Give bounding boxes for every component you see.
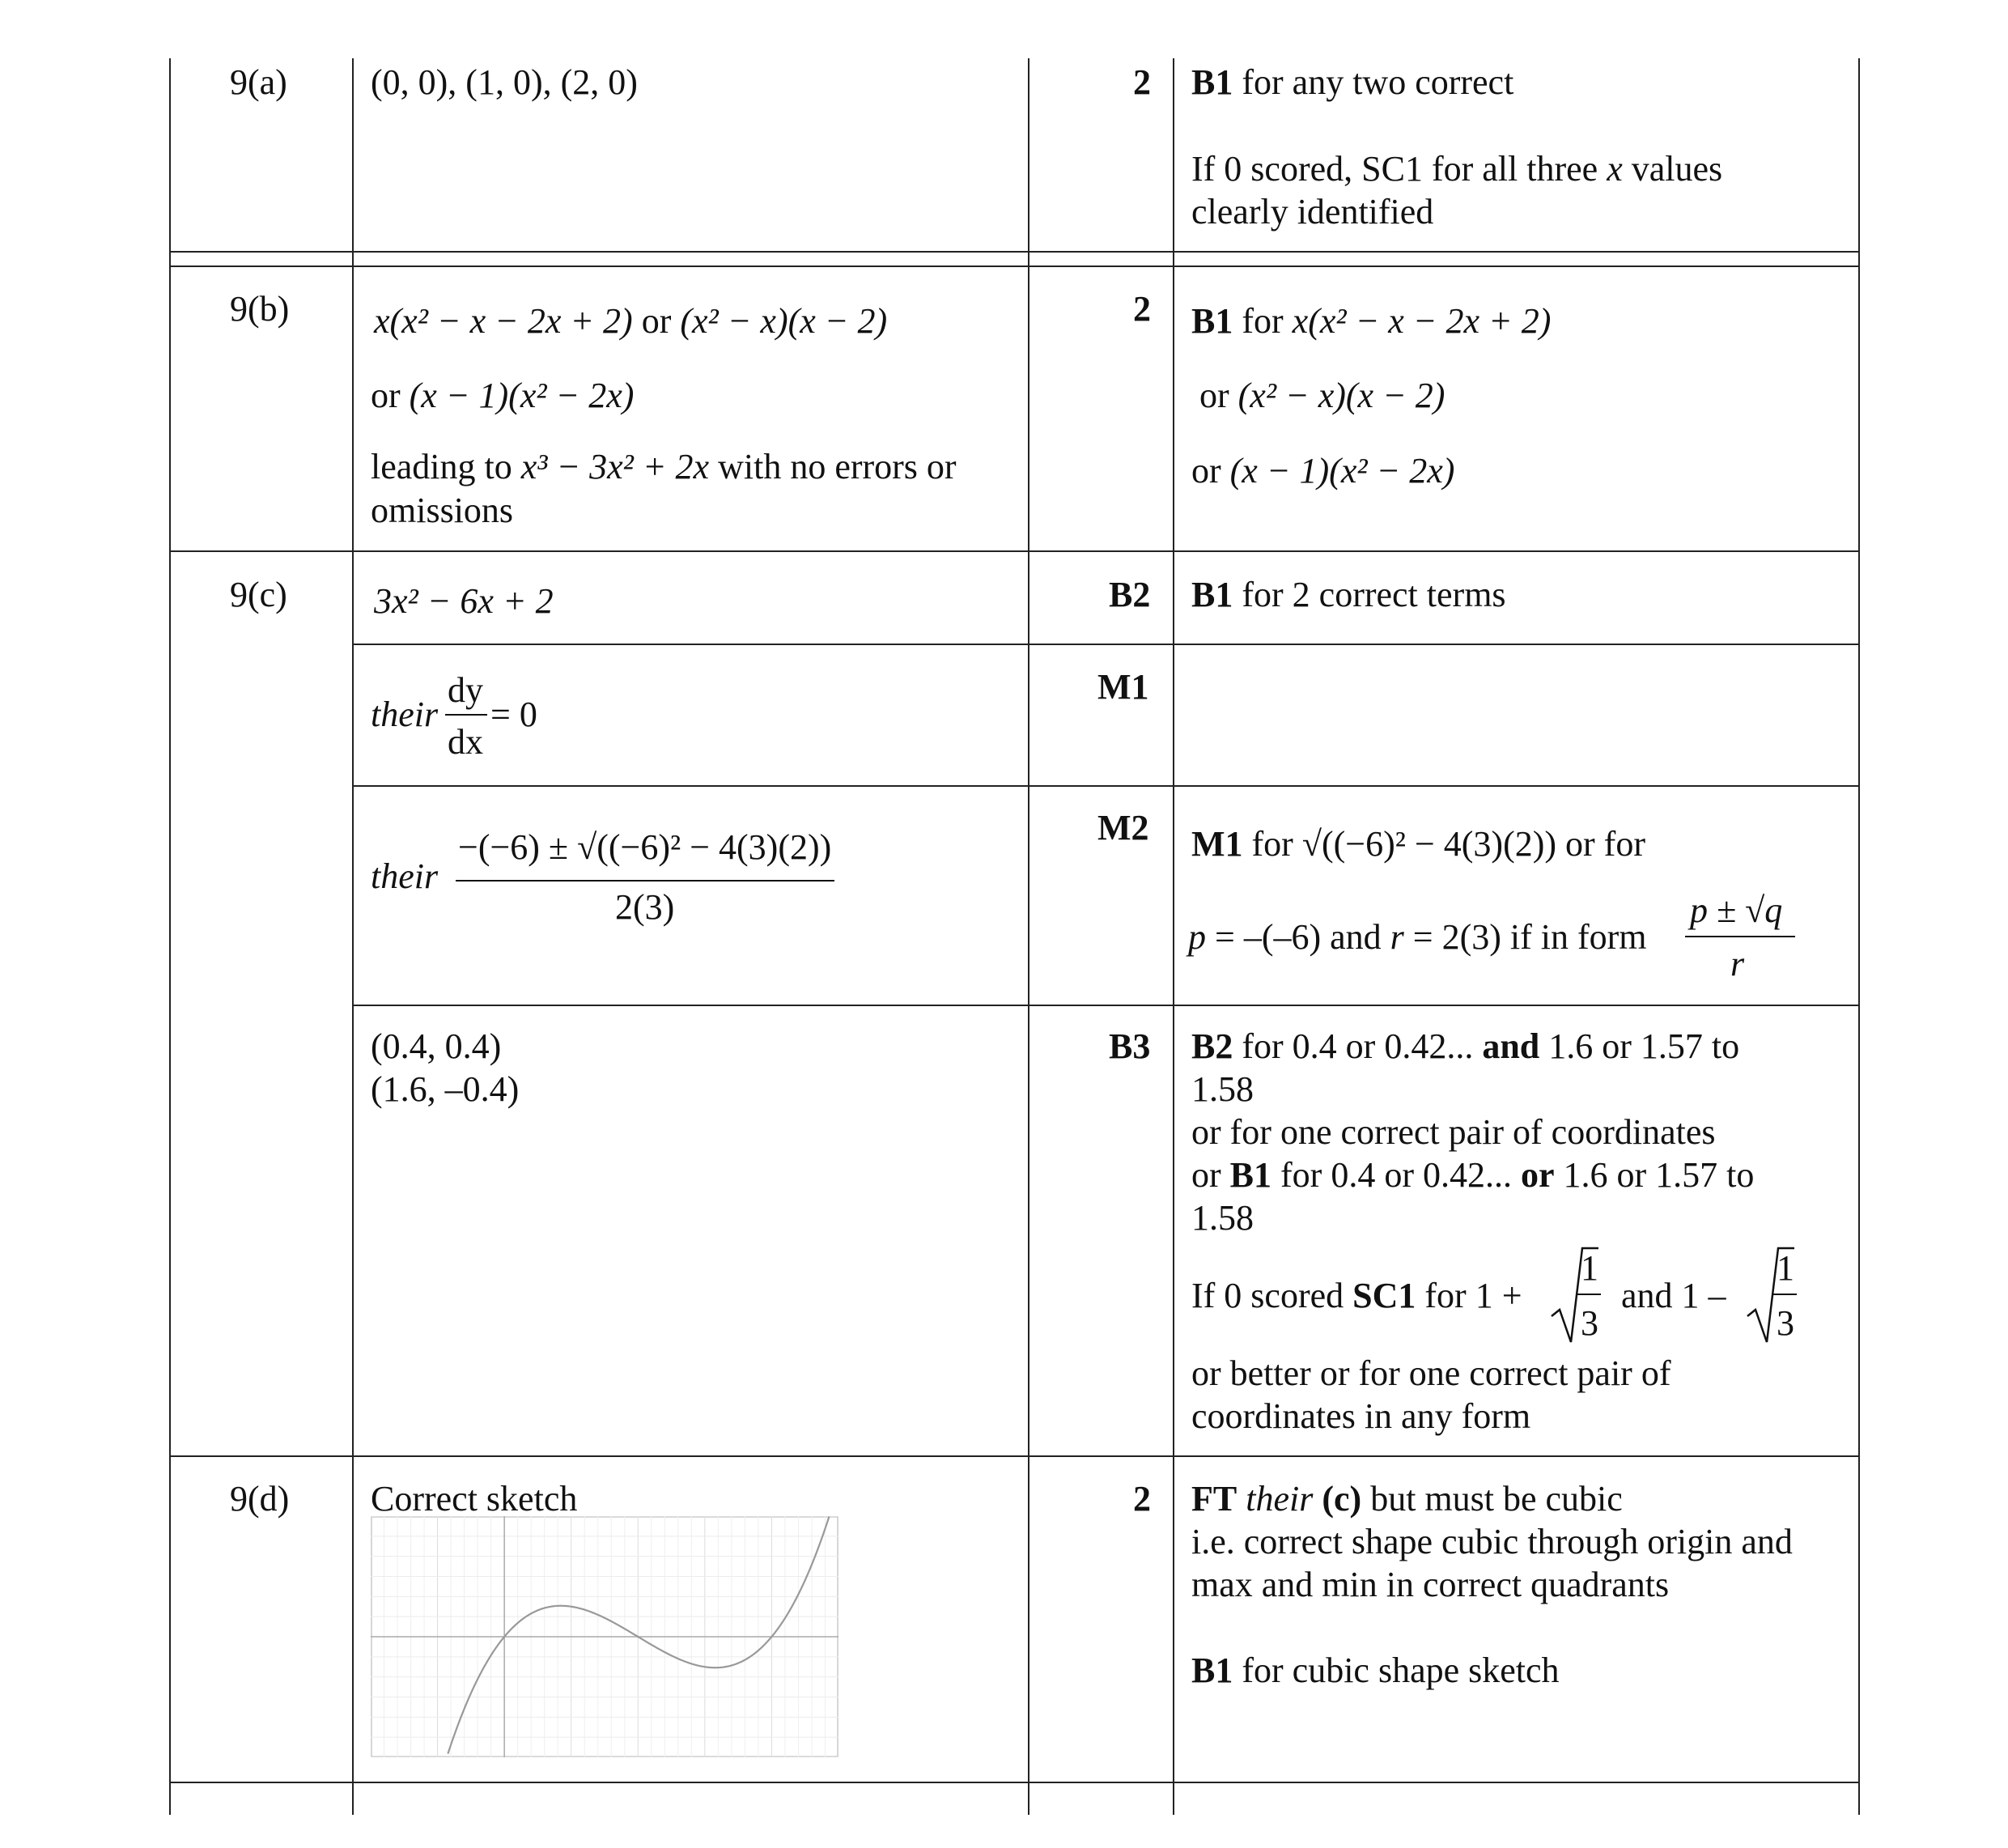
expr: (x² − x)(x − 2) xyxy=(1237,376,1446,415)
quadratic-numerator: −(−6) ± √((−6)² − 4(3)(2)) xyxy=(458,827,832,867)
guidance-9c-4-line8: coordinates in any form xyxy=(1191,1396,1531,1436)
or-word: or xyxy=(1191,451,1221,491)
text: with no errors or xyxy=(718,447,957,486)
guidance-9c-4-line6 xyxy=(1191,1274,1522,1317)
text: = 2(3) if in form xyxy=(1403,917,1647,957)
sqrt-frac-bar xyxy=(1577,1294,1601,1295)
b1-mark: B1 xyxy=(1191,1650,1233,1690)
marks-9c-1: B2 xyxy=(1109,575,1151,614)
guidance-9b-line2 xyxy=(1199,374,1445,417)
sqrt-frac-bar xyxy=(1772,1294,1797,1295)
text: for 1 + xyxy=(1416,1276,1522,1315)
marks-9a: 2 xyxy=(1133,62,1151,102)
b2-mark: B2 xyxy=(1191,1026,1233,1066)
expr: (x − 1)(x² − 2x) xyxy=(409,376,635,415)
answer-9d: Correct sketch xyxy=(371,1479,578,1519)
text: for xyxy=(1242,824,1302,864)
text: for 0.4 or 0.42... xyxy=(1233,1026,1483,1066)
b1-mark: B1 xyxy=(1191,575,1233,614)
guidance-9c-4-line2: 1.58 xyxy=(1191,1069,1254,1109)
b1-mark: B1 xyxy=(1191,301,1233,341)
sqrt-frac-num: 1 xyxy=(1581,1248,1598,1288)
text: leading to xyxy=(371,447,512,486)
text: for cubic shape sketch xyxy=(1233,1650,1560,1690)
expr: (x − 1)(x² − 2x) xyxy=(1229,451,1455,491)
sc1-mark: SC1 xyxy=(1352,1276,1416,1315)
text: for xyxy=(1242,301,1284,341)
guidance-9c-4-line7: or better or for one correct pair of xyxy=(1191,1353,1671,1393)
b1-mark: B1 xyxy=(1229,1155,1272,1195)
part-c-ref: (c) xyxy=(1322,1479,1362,1519)
var-p: p xyxy=(1188,917,1206,957)
question-label-9d: 9(d) xyxy=(230,1479,290,1519)
guidance-9d-line1 xyxy=(1191,1477,1623,1520)
answer-9a: (0, 0), (1, 0), (2, 0) xyxy=(371,62,638,102)
text: = –(–6) and xyxy=(1206,917,1390,957)
answer-9b-expr1 xyxy=(374,300,887,342)
answer-9b-line4: omissions xyxy=(371,491,514,530)
guidance-and-minus: and 1 – xyxy=(1621,1276,1726,1315)
or-word: or xyxy=(641,301,672,341)
expr: x(x² − x − 2x + 2) xyxy=(1292,301,1552,341)
question-label-9a: 9(a) xyxy=(230,62,287,102)
or-bold: or xyxy=(1520,1155,1555,1195)
guidance-9d-line4 xyxy=(1191,1649,1560,1692)
answer-9c-1: 3x² − 6x + 2 xyxy=(374,581,554,621)
equals-zero: = 0 xyxy=(490,695,537,734)
expr: (x² − x)(x − 2) xyxy=(680,301,888,341)
sketch-axes xyxy=(371,1516,838,1757)
dydx-bar xyxy=(445,714,487,716)
quadratic-denominator: 2(3) xyxy=(615,887,675,927)
guidance-9b-line1 xyxy=(1191,300,1551,342)
guidance-text: values xyxy=(1622,149,1723,189)
guidance-9c-3-line2 xyxy=(1188,916,1647,958)
guidance-9c-4-line1 xyxy=(1191,1025,1739,1068)
text: or for xyxy=(1556,824,1645,864)
sqrt-frac-den: 3 xyxy=(1777,1303,1794,1343)
guidance-9d-line2: i.e. correct shape cubic through origin and xyxy=(1191,1522,1793,1561)
guidance-9a-line3: clearly identified xyxy=(1191,192,1434,232)
guidance-9c-4-line5: 1.58 xyxy=(1191,1198,1254,1238)
marks-9c-3: M2 xyxy=(1097,808,1149,848)
dx-denominator: dx xyxy=(448,722,483,762)
expr: x(x² − x − 2x + 2) xyxy=(374,301,633,341)
marks-9c-2: M1 xyxy=(1097,667,1149,707)
marks-9c-4: B3 xyxy=(1109,1026,1151,1066)
answer-9b-line3 xyxy=(371,445,957,488)
form-fraction-denominator: r xyxy=(1730,944,1745,983)
guidance-9c-1 xyxy=(1191,573,1506,616)
form-fraction-numerator: p ± √q xyxy=(1690,890,1783,930)
answer-9c-4-line2: (1.6, –0.4) xyxy=(371,1069,520,1109)
or-word: or xyxy=(371,376,401,415)
their-word: their xyxy=(1246,1479,1314,1519)
expr: x³ − 3x² + 2x xyxy=(520,447,710,486)
sqrt-frac-num: 1 xyxy=(1777,1248,1794,1288)
or-word: or xyxy=(1199,376,1229,415)
text: for 0.4 or 0.42... xyxy=(1271,1155,1521,1195)
text: but must be cubic xyxy=(1361,1479,1623,1519)
guidance-9c-3-line1 xyxy=(1191,822,1645,865)
dy-numerator: dy xyxy=(448,670,483,710)
quadratic-bar xyxy=(456,880,834,882)
b1-mark: B1 xyxy=(1191,62,1233,102)
guidance-9c-4-line4 xyxy=(1191,1153,1754,1196)
question-label-9c: 9(c) xyxy=(230,575,287,614)
guidance-9b-line3 xyxy=(1191,449,1454,492)
expr: √((−6)² − 4(3)(2)) xyxy=(1301,824,1557,864)
form-fraction-bar xyxy=(1685,936,1795,937)
answer-9c-3-prefix: their xyxy=(371,856,439,896)
text: 1.6 or 1.57 to xyxy=(1554,1155,1755,1195)
marks-9d: 2 xyxy=(1133,1479,1151,1519)
answer-9c-2-prefix: their xyxy=(371,695,439,734)
question-label-9b: 9(b) xyxy=(230,289,290,329)
guidance-9d-line3: max and min in correct quadrants xyxy=(1191,1565,1670,1604)
text: or xyxy=(1191,1155,1230,1195)
guidance-text: If 0 scored, SC1 for all three xyxy=(1191,149,1607,189)
var-x: x xyxy=(1607,149,1623,189)
sqrt-frac-den: 3 xyxy=(1581,1303,1598,1343)
guidance-text: for any two correct xyxy=(1233,62,1514,102)
guidance-9c-4-line3: or for one correct pair of coordinates xyxy=(1191,1112,1716,1152)
ft-mark: FT xyxy=(1191,1479,1237,1519)
m1-mark: M1 xyxy=(1191,824,1243,864)
guidance-9a-line1 xyxy=(1191,61,1513,104)
guidance-9a-line2 xyxy=(1191,147,1722,190)
text: 1.6 or 1.57 to xyxy=(1539,1026,1740,1066)
and-bold: and xyxy=(1482,1026,1540,1066)
marks-9b: 2 xyxy=(1133,289,1151,329)
text: for 2 correct terms xyxy=(1233,575,1506,614)
cubic-sketch xyxy=(371,1516,838,1757)
var-r: r xyxy=(1390,917,1404,957)
answer-9c-4-line1: (0.4, 0.4) xyxy=(371,1026,502,1066)
answer-9b-expr2 xyxy=(371,374,634,417)
text: If 0 scored xyxy=(1191,1276,1353,1315)
